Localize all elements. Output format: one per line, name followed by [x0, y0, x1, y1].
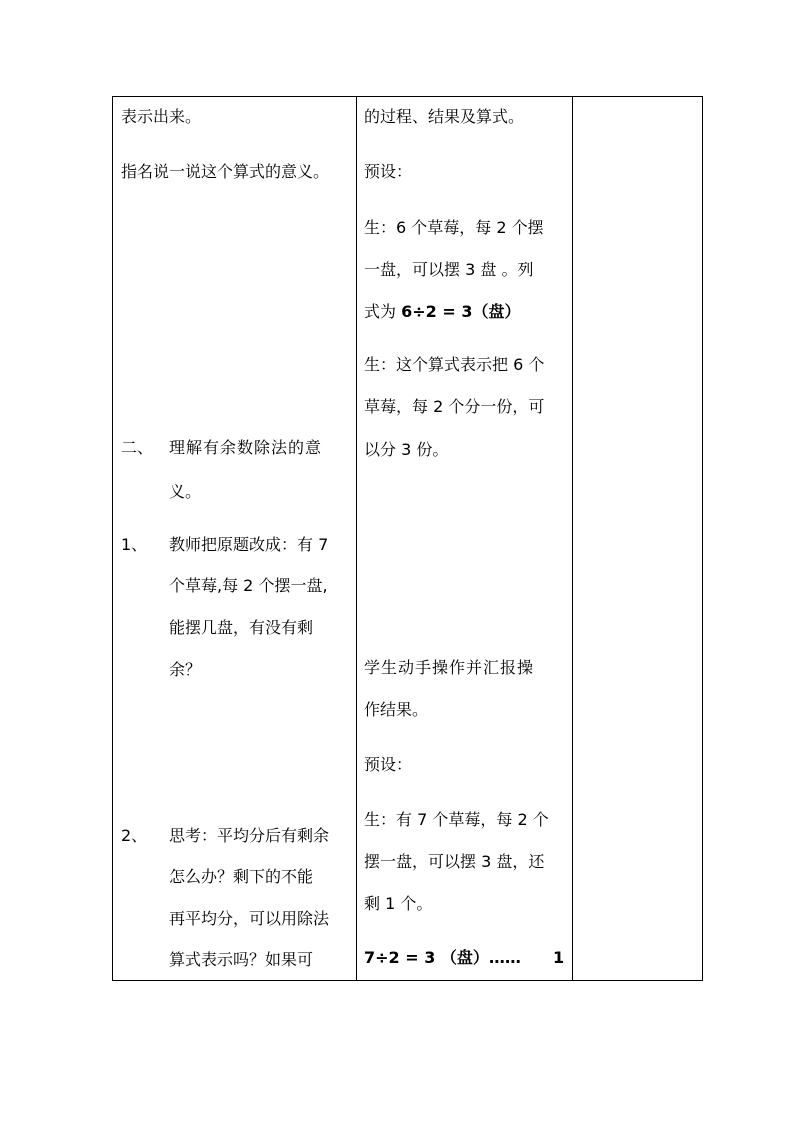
- text-line: 一盘，可以摆 3 盘 。列: [364, 260, 534, 279]
- text-line: 算式表示吗？如果可: [169, 950, 314, 969]
- formula-line: [364, 302, 520, 322]
- table-row: [113, 97, 703, 981]
- text-line: 怎么办？剩下的不能: [169, 867, 314, 886]
- text-line: 摆一盘，可以摆 3 盘，还: [364, 852, 545, 871]
- text-line: 余？: [169, 660, 202, 679]
- text-line: 思考：平均分后有剩余: [169, 826, 330, 845]
- text-line: 生：6 个草莓，每 2 个摆: [364, 218, 544, 237]
- text-line: 表示出来。: [121, 107, 202, 126]
- text-line: 预设：: [364, 162, 413, 181]
- text-line: 个草莓,每 2 个摆一盘,: [169, 576, 328, 595]
- text-line: 教师把原题改成：有 7: [169, 535, 329, 554]
- text-line: 再平均分，可以用除法: [169, 909, 330, 928]
- formula-prefix: 式为: [364, 302, 402, 321]
- text-line: 生：有 7 个草莓，每 2 个: [364, 810, 549, 829]
- teacher-activity-cell: [113, 97, 357, 981]
- text-line: 剩 1 个。: [364, 894, 433, 913]
- notes-cell: [573, 97, 703, 981]
- text-line: 能摆几盘，有没有剩: [169, 618, 314, 637]
- text-line: 指名说一说这个算式的意义。: [121, 162, 330, 181]
- section-title: 理解有余数除法的意: [169, 438, 323, 457]
- text-line: 以分 3 份。: [364, 440, 449, 459]
- item-number: 1、: [121, 535, 148, 554]
- text-line: 草莓，每 2 个分一份，可: [364, 397, 545, 416]
- text-line: 的过程、结果及算式。: [364, 107, 525, 126]
- formula-remainder: 1: [553, 948, 565, 967]
- text-line: 生：这个算式表示把 6 个: [364, 355, 545, 374]
- student-activity-cell: [357, 97, 573, 981]
- lesson-plan-table: [112, 96, 703, 981]
- text-line: 学生动手操作并汇报操: [364, 658, 535, 677]
- section-number: 二、: [121, 438, 154, 457]
- text-line: 作结果。: [364, 700, 429, 719]
- formula: 6÷2 = 3（盘）: [401, 302, 521, 321]
- text-line: 预设：: [364, 755, 413, 774]
- item-number: 2、: [121, 826, 148, 845]
- section-title: 义。: [169, 482, 202, 501]
- formula: 7÷2 = 3 （盘）……: [364, 948, 521, 967]
